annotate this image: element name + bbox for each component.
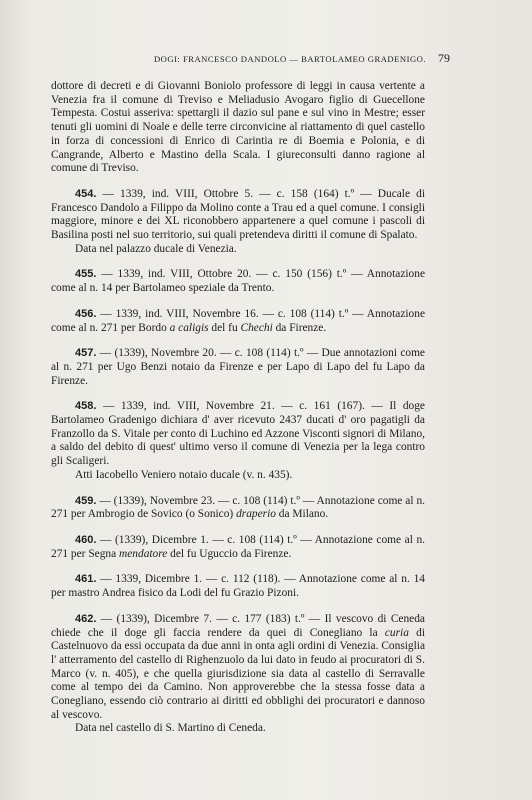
entry-455	[51, 268, 425, 295]
entry-number: 454.	[75, 187, 97, 200]
entry-457	[51, 347, 425, 388]
entry-italic: Chechi	[240, 321, 273, 334]
entry-number: 457.	[75, 347, 97, 360]
entry-italic: a caligis	[169, 321, 209, 334]
entry-number: 461.	[75, 573, 97, 586]
running-header: DOGI: FRANCESCO DANDOLO — BARTOLAMEO GRADENIGO.	[153, 54, 426, 64]
entry-text: del fu Uguccio da Firenze.	[167, 547, 292, 560]
entry-text: — (1339), Dicembre 1. — c. 108 (114) t.º — Annotazione come al n. 271 per Segna	[51, 533, 425, 560]
entry-458	[51, 400, 425, 469]
entry-text: — 1339, ind. VIII, Novembre 16. — c. 108 (114) t.º — Annotazione come al n. 271 per Bordo	[51, 307, 425, 334]
entry-459	[51, 495, 425, 522]
document-body	[51, 80, 425, 736]
entry-number: 462.	[75, 612, 97, 625]
entry-text: — (1339), Dicembre 7. — c. 177 (183) t.º — Il vescovo di Ceneda chiede che il doge gli faccia rendere da quei di Conegliano la	[51, 612, 425, 639]
entry-italic: mendatore	[119, 547, 168, 560]
entry-italic: draperio	[236, 508, 276, 521]
entry-number: 455.	[75, 268, 97, 281]
entry-text: da Milano.	[275, 508, 329, 521]
entry-454-note: Data nel palazzo ducale di Venezia.	[75, 242, 237, 255]
entry-number: 458.	[75, 400, 97, 413]
paragraph-continued: dottore di decreti e di Giovanni Boniolo professore di leggi in causa vertente a Venezia fra il comune di Treviso e Meliadusio Avogaro figlio di Guecellone Tempesta. Costui asseriva: spettargli il dazio sul pane e sul vino in Mestre; esser tenuti gli uomini di Noale e delle terre circonvicine al riattamento di quel castello in forza di concessioni di Enrico di Carintia re di Boemia e Polonia, e di Cangrande, Alberto e Mastino della Scala. I giureconsulti danno ragione al comune di Treviso.	[51, 80, 425, 175]
entry-text: — 1339, ind. VIII, Novembre 21. — c. 161 (167). — Il doge Bartolameo Gradenigo dichiara d' aver ricevuto 2437 ducati d' oro pagatigli da Franzollo da S. Vitale per conto di Luchino ed Azzone Visconti signori di Milano, a saldo del debito di quest' ultimo verso il comune di Venezia per la lega contro gli Scaligeri.	[51, 400, 425, 468]
entry-number: 456.	[75, 307, 97, 320]
entry-454	[51, 188, 425, 243]
entry-number: 460.	[75, 533, 97, 546]
entry-number: 459.	[75, 494, 97, 507]
entry-text: del fu	[208, 321, 241, 334]
entry-text: — 1339, Dicembre 1. — c. 112 (118). — Annotazione come al n. 14 per mastro Andrea fisico da Lodi del fu Grazio Pizoni.	[51, 573, 425, 600]
entry-460	[51, 534, 425, 561]
entry-461	[51, 573, 425, 600]
entry-456	[51, 308, 425, 335]
entry-italic: curia	[384, 626, 409, 639]
entry-text: — (1339), Novembre 20. — c. 108 (114) t.º — Due annotazioni come al n. 271 per Ugo Benzi notaio da Firenze e per Lapo di Lapo del fu Lapo da Firenze.	[51, 347, 425, 387]
entry-458-note: Atti Iacobello Veniero notaio ducale (v. n. 435).	[75, 468, 293, 481]
entry-462-note: Data nel castello di S. Martino di Ceneda.	[75, 722, 266, 735]
entry-text: di Castelnuovo da essi occupata da due anni in onta agli ordini di Venezia. Consiglia l' atterramento del castello di Righenzuolo da lui dato in feudo ai procuratori di S. Marco (v. n. 405), e che quella giurisdizione sia data al castello di Serravalle come al tempo dei da Camino. Non approverebbe che la stessa fosse data a Conegliano, essendo ciò contrario ai diritti ed obblighi dei procuratori e dannoso al vescovo.	[51, 626, 425, 721]
entry-text: da Firenze.	[272, 321, 327, 334]
entry-text: — 1339, ind. VIII, Ottobre 5. — c. 158 (164) t.º — Ducale di Francesco Dandolo a Filippo da Molino conte a Trau ed a quel comune. I consigli maggiore, minore e dei XL riconobbero appartenere a quel comune i pascoli di Basilina posti nel suo territorio, sui quali pretendeva diritti il comune di Spalato.	[51, 187, 425, 242]
entry-text: — 1339, ind. VIII, Ottobre 20. — c. 150 (156) t.º — Annotazione come al n. 14 per Bartolameo speziale da Trento.	[51, 268, 425, 295]
entry-462	[51, 613, 425, 723]
entry-text: — (1339), Novembre 23. — c. 108 (114) t.º — Annotazione come al n. 271 per Ambrogio de Sovico (o Sonico)	[51, 494, 425, 521]
page-number: 79	[438, 51, 450, 65]
